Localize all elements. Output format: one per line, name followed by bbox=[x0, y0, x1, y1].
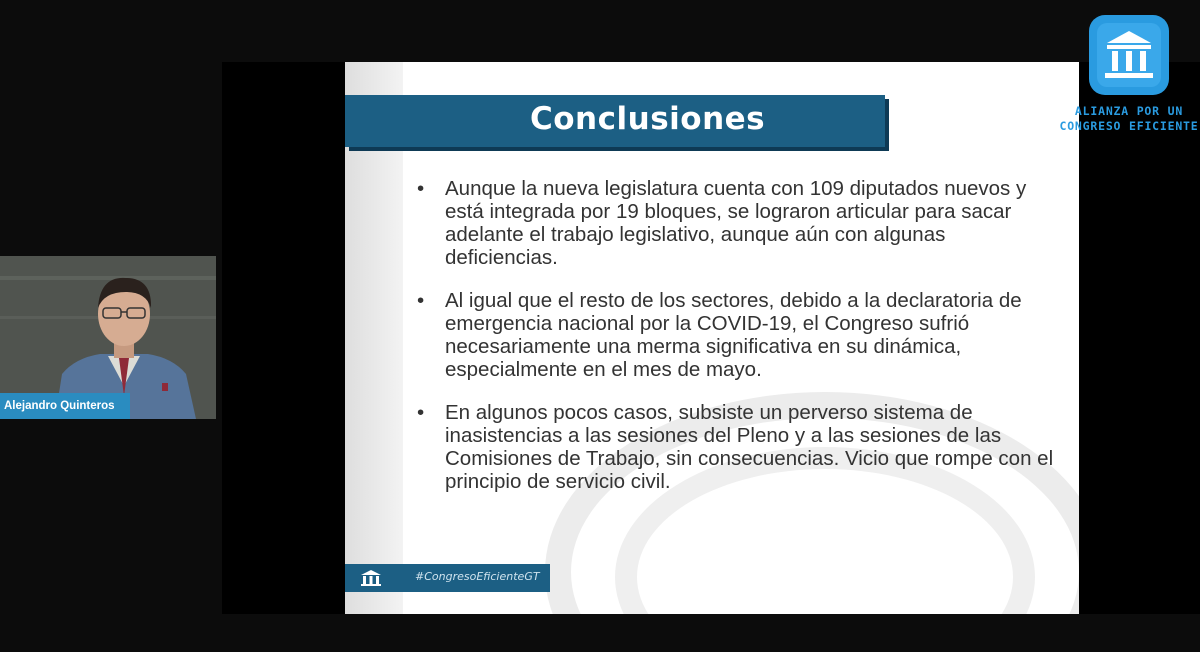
capitol-building-icon bbox=[1089, 15, 1169, 95]
bullet-icon: • bbox=[417, 289, 425, 312]
list-item bbox=[417, 177, 1057, 269]
bullet-text: En algunos pocos casos, subsiste un perverso sistema de inasistencias a las sesiones del Pleno y a las sesiones de las Comisiones de Trabajo, sin consecuencias. Vicio que rompe con el principio de servicio civil. bbox=[445, 401, 1054, 493]
brand-line-2: CONGRESO EFICIENTE bbox=[1059, 119, 1199, 133]
slide-title: Conclusiones bbox=[530, 101, 766, 137]
capitol-building-icon bbox=[359, 569, 383, 587]
bullet-icon: • bbox=[417, 177, 425, 200]
bullet-text: Al igual que el resto de los sectores, debido a la declaratoria de emergencia nacional por la COVID-19, el Congreso sufrió necesariamente una merma significativa en su dinámica, especialmente en el mes de mayo. bbox=[445, 289, 1022, 381]
brand-line-1: ALIANZA POR UN bbox=[1074, 104, 1184, 118]
bullet-text: Aunque la nueva legislatura cuenta con 109 diputados nuevos y está integrada por 19 bloques, se lograron articular para sacar adelante el trabajo legislativo, aunque aún con algunas deficiencias. bbox=[445, 177, 1027, 269]
participant-name-label: Alejandro Quinteros bbox=[0, 393, 130, 419]
bullet-icon: • bbox=[417, 401, 425, 424]
conclusions-list bbox=[417, 177, 1057, 513]
footer-hashtag: #CongresoEficienteGT bbox=[415, 570, 540, 583]
list-item bbox=[417, 401, 1057, 493]
brand-name bbox=[1056, 104, 1200, 134]
brand-logo bbox=[1089, 15, 1169, 95]
participant-video-tile[interactable] bbox=[0, 256, 216, 419]
list-item bbox=[417, 289, 1057, 381]
presentation-slide bbox=[345, 62, 1079, 614]
slide-title-bar bbox=[345, 95, 885, 147]
slide-footer-bar bbox=[345, 564, 550, 592]
